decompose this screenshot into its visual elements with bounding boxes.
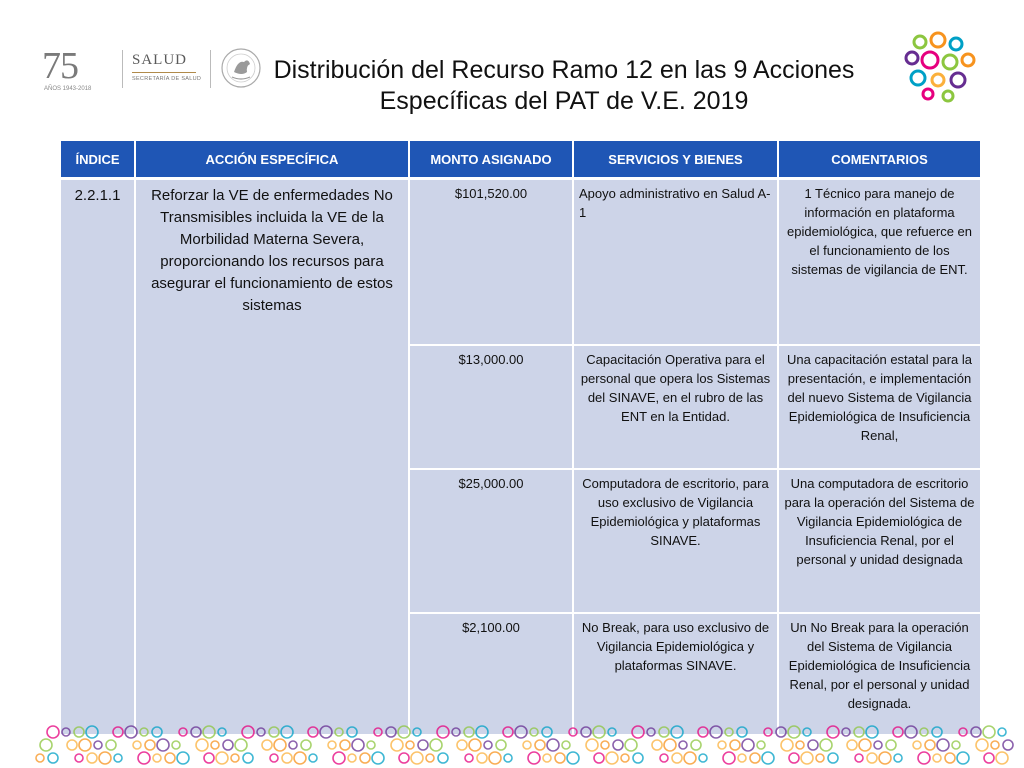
decor-ring — [465, 754, 473, 762]
decor-ring — [140, 728, 148, 736]
decor-ring — [191, 727, 201, 737]
decor-ring — [391, 739, 403, 751]
decor-ring — [309, 754, 317, 762]
decor-ring — [854, 727, 864, 737]
servicios-cell: Capacitación Operativa para el personal que opera los Sistemas del SINAVE, en el rubro de las ENT en la Entidad. — [573, 345, 778, 469]
decor-ring — [360, 753, 370, 763]
decor-ring — [426, 754, 434, 762]
decor-ring — [847, 740, 857, 750]
decor-ring — [79, 739, 91, 751]
decor-ring — [242, 726, 254, 738]
decor-ring — [289, 741, 297, 749]
decor-ring — [918, 752, 930, 764]
decor-ring — [484, 741, 492, 749]
decor-ring — [816, 754, 824, 762]
decor-ring — [764, 728, 772, 736]
decor-ring — [691, 740, 701, 750]
decor-ring — [866, 726, 878, 738]
header-servicios: SERVICIOS Y BIENES — [573, 141, 778, 179]
decor-ring — [114, 754, 122, 762]
decor-ring — [710, 726, 722, 738]
decor-ring — [437, 726, 449, 738]
decor-ring — [718, 741, 726, 749]
decor-ring — [75, 754, 83, 762]
decor-ring — [496, 740, 506, 750]
decor-ring — [672, 753, 682, 763]
decor-ring — [625, 739, 637, 751]
decor-ring — [106, 740, 116, 750]
decor-ring — [606, 752, 618, 764]
decor-ring — [196, 739, 208, 751]
comentarios-cell: Una capacitación estatal para la presentación, e implementación del nuevo Sistema de Vigilancia Epidemiológica de Insuficiencia Renal, — [778, 345, 980, 469]
decor-ring — [335, 728, 343, 736]
header-indice: ÍNDICE — [61, 141, 135, 179]
logo-underline — [132, 72, 196, 73]
decor-ring — [679, 741, 687, 749]
decor-ring — [776, 727, 786, 737]
decor-ring — [489, 752, 501, 764]
decor-ring — [476, 726, 488, 738]
decor-ring — [788, 726, 800, 738]
logo-anos-text: AÑOS 1943-2018 — [44, 86, 92, 92]
decor-ring — [983, 726, 995, 738]
decor-ring — [803, 728, 811, 736]
decor-ring — [274, 739, 286, 751]
decor-ring — [457, 740, 467, 750]
decor-ring — [725, 728, 733, 736]
decor-ring — [235, 739, 247, 751]
decor-ring — [36, 754, 44, 762]
decor-ring — [932, 727, 942, 737]
decor-ring — [504, 754, 512, 762]
table-header-row — [61, 141, 980, 179]
decor-ring — [984, 753, 994, 763]
decor-ring — [562, 741, 570, 749]
decor-ring — [340, 740, 350, 750]
decor-ring — [594, 753, 604, 763]
salud-75-logo — [38, 42, 228, 100]
page-title — [230, 55, 898, 117]
decor-ring — [138, 752, 150, 764]
monto-cell: $25,000.00 — [409, 469, 573, 613]
decor-ring — [684, 752, 696, 764]
decor-ring — [543, 754, 551, 762]
decor-ring — [282, 753, 292, 763]
decor-ring — [1003, 740, 1013, 750]
colored-rings-decoration — [0, 722, 1024, 768]
decor-ring — [269, 727, 279, 737]
decor-ring — [204, 753, 214, 763]
decor-ring — [294, 752, 306, 764]
decor-ring — [157, 739, 169, 751]
decor-ring — [828, 753, 838, 763]
decor-ring — [762, 752, 774, 764]
decor-ring — [153, 754, 161, 762]
table-row — [61, 179, 980, 345]
decor-ring — [937, 739, 949, 751]
decor-ring — [125, 726, 137, 738]
decor-ring — [925, 740, 935, 750]
decor-ring — [113, 727, 123, 737]
decor-ring — [179, 728, 187, 736]
decor-ring — [886, 740, 896, 750]
decor-ring — [959, 728, 967, 736]
decor-ring — [535, 740, 545, 750]
decor-ring — [920, 728, 928, 736]
decor-ring — [530, 728, 538, 736]
decor-ring — [608, 728, 616, 736]
decor-ring — [971, 727, 981, 737]
decor-ring — [659, 727, 669, 737]
decor-ring — [957, 752, 969, 764]
title-line-1: Distribución del Recurso Ramo 12 en las 9 Acciones — [273, 56, 855, 84]
decor-ring — [542, 727, 552, 737]
decor-ring — [996, 752, 1008, 764]
decor-ring — [913, 741, 921, 749]
title-line-2: Específicas del PAT de V.E. 2019 — [379, 87, 749, 115]
decor-ring — [555, 753, 565, 763]
decor-ring — [647, 728, 655, 736]
decor-ring — [621, 754, 629, 762]
logo-divider — [122, 50, 123, 88]
decor-ring — [243, 753, 253, 763]
decor-ring — [67, 740, 77, 750]
decor-ring — [152, 727, 162, 737]
decor-ring — [796, 741, 804, 749]
decor-ring — [86, 726, 98, 738]
decor-ring — [633, 753, 643, 763]
decor-ring — [62, 728, 70, 736]
header-comentarios: COMENTARIOS — [778, 141, 980, 179]
decor-ring — [477, 753, 487, 763]
decor-ring — [827, 726, 839, 738]
decor-ring — [874, 741, 882, 749]
decor-ring — [216, 752, 228, 764]
decor-ring — [406, 741, 414, 749]
decor-ring — [893, 727, 903, 737]
decor-ring — [593, 726, 605, 738]
decor-ring — [87, 753, 97, 763]
decor-ring — [567, 752, 579, 764]
decor-ring — [730, 740, 740, 750]
decor-ring — [601, 741, 609, 749]
decor-ring — [438, 753, 448, 763]
decor-ring — [413, 728, 421, 736]
indice-cell: 2.2.1.1 — [61, 179, 135, 736]
decor-ring — [664, 739, 676, 751]
decor-ring — [48, 753, 58, 763]
decor-ring — [789, 753, 799, 763]
decor-ring — [367, 741, 375, 749]
decor-ring — [262, 740, 272, 750]
comentarios-cell: 1 Técnico para manejo de información en plataforma epidemiológica, que refuerce en el funcionamiento de los sistemas de vigilancia de ENT. — [778, 179, 980, 345]
decor-ring — [820, 739, 832, 751]
decor-ring — [515, 726, 527, 738]
decor-ring — [991, 741, 999, 749]
colored-rings-decoration — [900, 30, 980, 104]
decor-ring — [547, 739, 559, 751]
servicios-cell: No Break, para uso exclusivo de Vigilancia Epidemiológica y plataformas SINAVE. — [573, 613, 778, 735]
decor-ring — [320, 726, 332, 738]
decor-ring — [581, 727, 591, 737]
decor-ring — [270, 754, 278, 762]
decor-ring — [40, 739, 52, 751]
decor-ring — [347, 727, 357, 737]
decor-ring — [145, 740, 155, 750]
decor-ring — [165, 753, 175, 763]
decor-ring — [308, 727, 318, 737]
decor-ring — [652, 740, 662, 750]
servicios-cell: Computadora de escritorio, para uso exclusivo de Vigilancia Epidemiológica y plataformas SINAVE. — [573, 469, 778, 613]
decor-ring — [976, 739, 988, 751]
decor-ring — [894, 754, 902, 762]
decor-ring — [218, 728, 226, 736]
decor-ring — [952, 741, 960, 749]
decor-ring — [855, 754, 863, 762]
decor-ring — [172, 741, 180, 749]
comentarios-cell: Un No Break para la operación del Sistema de Vigilancia Epidemiológica de Insuficiencia Renal, por el personal y unidad designada. — [778, 613, 980, 735]
decor-ring — [257, 728, 265, 736]
decor-ring — [742, 739, 754, 751]
decor-ring — [699, 754, 707, 762]
decor-ring — [859, 739, 871, 751]
servicios-cell: Apoyo administrativo en Salud A-1 — [573, 179, 778, 345]
decor-ring — [94, 741, 102, 749]
decor-ring — [452, 728, 460, 736]
decor-ring — [738, 754, 746, 762]
decor-ring — [430, 739, 442, 751]
logo-secretaria-text: SECRETARÍA DE SALUD — [132, 76, 202, 82]
decor-ring — [301, 740, 311, 750]
decor-ring — [905, 726, 917, 738]
decor-ring — [231, 754, 239, 762]
decor-ring — [399, 753, 409, 763]
decor-ring — [737, 727, 747, 737]
decor-ring — [842, 728, 850, 736]
decor-ring — [352, 739, 364, 751]
logo-75-text: 75 — [42, 45, 78, 87]
decor-ring — [411, 752, 423, 764]
decor-ring — [781, 739, 793, 751]
decor-ring — [503, 727, 513, 737]
decor-ring — [47, 726, 59, 738]
decor-ring — [632, 726, 644, 738]
decor-ring — [386, 727, 396, 737]
decor-ring — [333, 752, 345, 764]
monto-cell: $13,000.00 — [409, 345, 573, 469]
decor-ring — [808, 740, 818, 750]
accion-cell: Reforzar la VE de enfermedades No Transmisibles incluida la VE de la Morbilidad Materna Severa, proporcionando los recursos para asegurar el funcionamiento de estos sistemas — [135, 179, 409, 736]
decor-ring — [750, 753, 760, 763]
decor-ring — [698, 727, 708, 737]
decor-ring — [398, 726, 410, 738]
decor-ring — [223, 740, 233, 750]
decor-ring — [528, 752, 540, 764]
decor-ring — [418, 740, 428, 750]
decor-ring — [177, 752, 189, 764]
decor-ring — [348, 754, 356, 762]
decor-ring — [933, 754, 941, 762]
decor-ring — [671, 726, 683, 738]
decor-ring — [569, 728, 577, 736]
decor-ring — [945, 753, 955, 763]
decor-ring — [523, 741, 531, 749]
monto-cell: $2,100.00 — [409, 613, 573, 735]
decor-ring — [374, 728, 382, 736]
header-monto: MONTO ASIGNADO — [409, 141, 573, 179]
decor-ring — [613, 740, 623, 750]
decor-ring — [372, 752, 384, 764]
decor-ring — [133, 741, 141, 749]
logo-salud-text: SALUD — [132, 52, 188, 68]
monto-cell: $101,520.00 — [409, 179, 573, 345]
resource-table — [61, 141, 980, 736]
decor-ring — [469, 739, 481, 751]
decor-ring — [998, 728, 1006, 736]
decor-ring — [464, 727, 474, 737]
decor-ring — [801, 752, 813, 764]
decor-ring — [867, 753, 877, 763]
decor-ring — [586, 739, 598, 751]
decor-ring — [328, 741, 336, 749]
decor-ring — [99, 752, 111, 764]
logo-divider — [210, 50, 211, 88]
decor-ring — [723, 752, 735, 764]
decor-ring — [281, 726, 293, 738]
decor-ring — [211, 741, 219, 749]
header-accion: ACCIÓN ESPECÍFICA — [135, 141, 409, 179]
decor-ring — [74, 727, 84, 737]
decor-ring — [203, 726, 215, 738]
decor-ring — [879, 752, 891, 764]
decor-ring — [660, 754, 668, 762]
decor-ring — [757, 741, 765, 749]
comentarios-cell: Una computadora de escritorio para la operación del Sistema de Vigilancia Epidemiológica de Insuficiencia Renal, por el personal y unidad designada — [778, 469, 980, 613]
